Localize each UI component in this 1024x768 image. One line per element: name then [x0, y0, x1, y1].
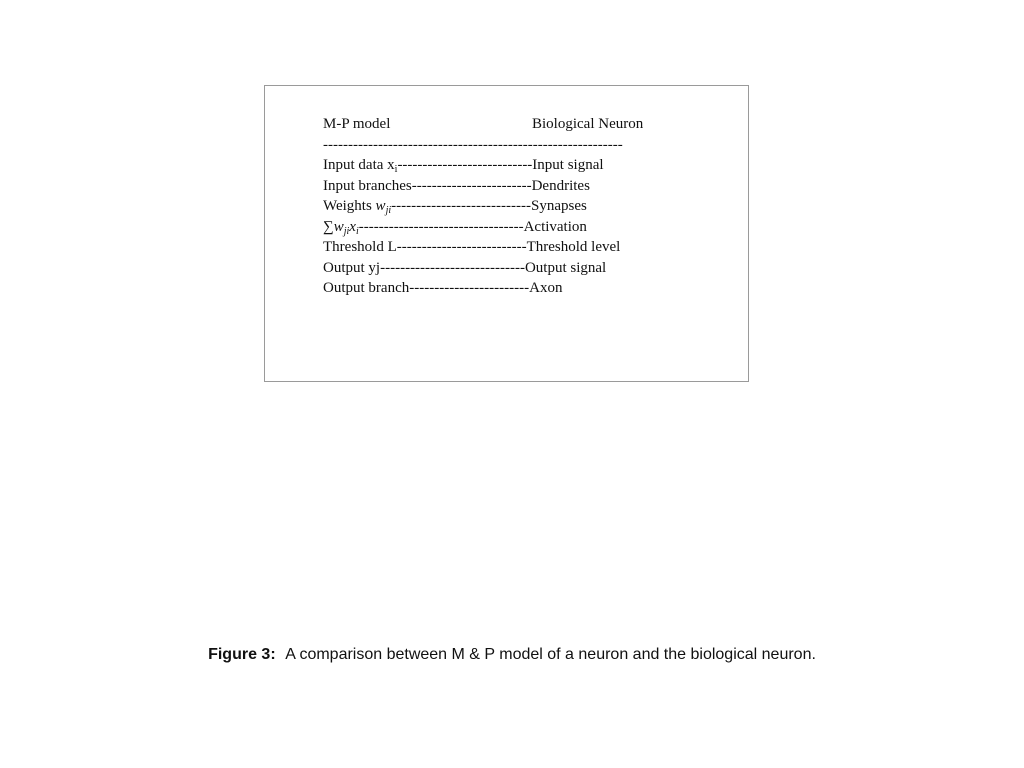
row-output-term: Output yj — [323, 259, 381, 276]
row-output-branch — [323, 278, 668, 299]
row-weights-symbol: w — [375, 198, 386, 214]
caption-text: A comparison between M & P model of a neuron and the biological neuron. — [285, 646, 816, 663]
row-weights-subscript: ji — [385, 205, 392, 216]
row-activation-w: w — [333, 218, 344, 235]
row-activation-w-subscript: ji — [343, 225, 350, 237]
divider-line: ------------------------------------------------------------ — [323, 136, 623, 153]
row-output-branch-term: Output branch — [323, 280, 410, 296]
figure-box — [264, 85, 749, 382]
row-input-data-subscript: i — [394, 164, 398, 175]
row-input-data-equivalent: ---------------------------Input signal — [397, 157, 604, 173]
figure-caption — [0, 646, 1024, 664]
row-weights-term: Weights — [323, 198, 376, 214]
row-threshold-equivalent: --------------------------Threshold level — [396, 239, 621, 255]
header-row — [323, 114, 668, 135]
row-input-data-term: Input data x — [323, 157, 395, 173]
comparison-table — [323, 114, 668, 299]
row-output-branch-equivalent: ------------------------Axon — [409, 280, 563, 296]
caption-label: Figure 3: — [208, 646, 276, 663]
row-weights-equivalent: ----------------------------Synapses — [391, 198, 587, 214]
row-input-branches-equivalent: ------------------------Dendrites — [411, 177, 590, 194]
sigma-symbol: ∑ — [323, 218, 334, 235]
row-activation-x-subscript: i — [355, 225, 359, 237]
header-biological-neuron: Biological Neuron — [532, 116, 644, 132]
row-weights — [323, 196, 668, 217]
row-activation — [323, 217, 668, 238]
row-output — [323, 258, 668, 279]
row-activation-x: x — [349, 218, 356, 235]
row-output-equivalent: -----------------------------Output signal — [380, 259, 607, 276]
row-threshold-term: Threshold L — [323, 239, 397, 255]
row-input-branches-term: Input branches — [323, 177, 412, 194]
row-input-branches — [323, 176, 668, 197]
row-activation-equivalent: ---------------------------------Activation — [358, 218, 587, 235]
header-mp-model: M-P model — [323, 116, 391, 132]
row-input-data — [323, 155, 668, 176]
row-threshold — [323, 237, 668, 258]
